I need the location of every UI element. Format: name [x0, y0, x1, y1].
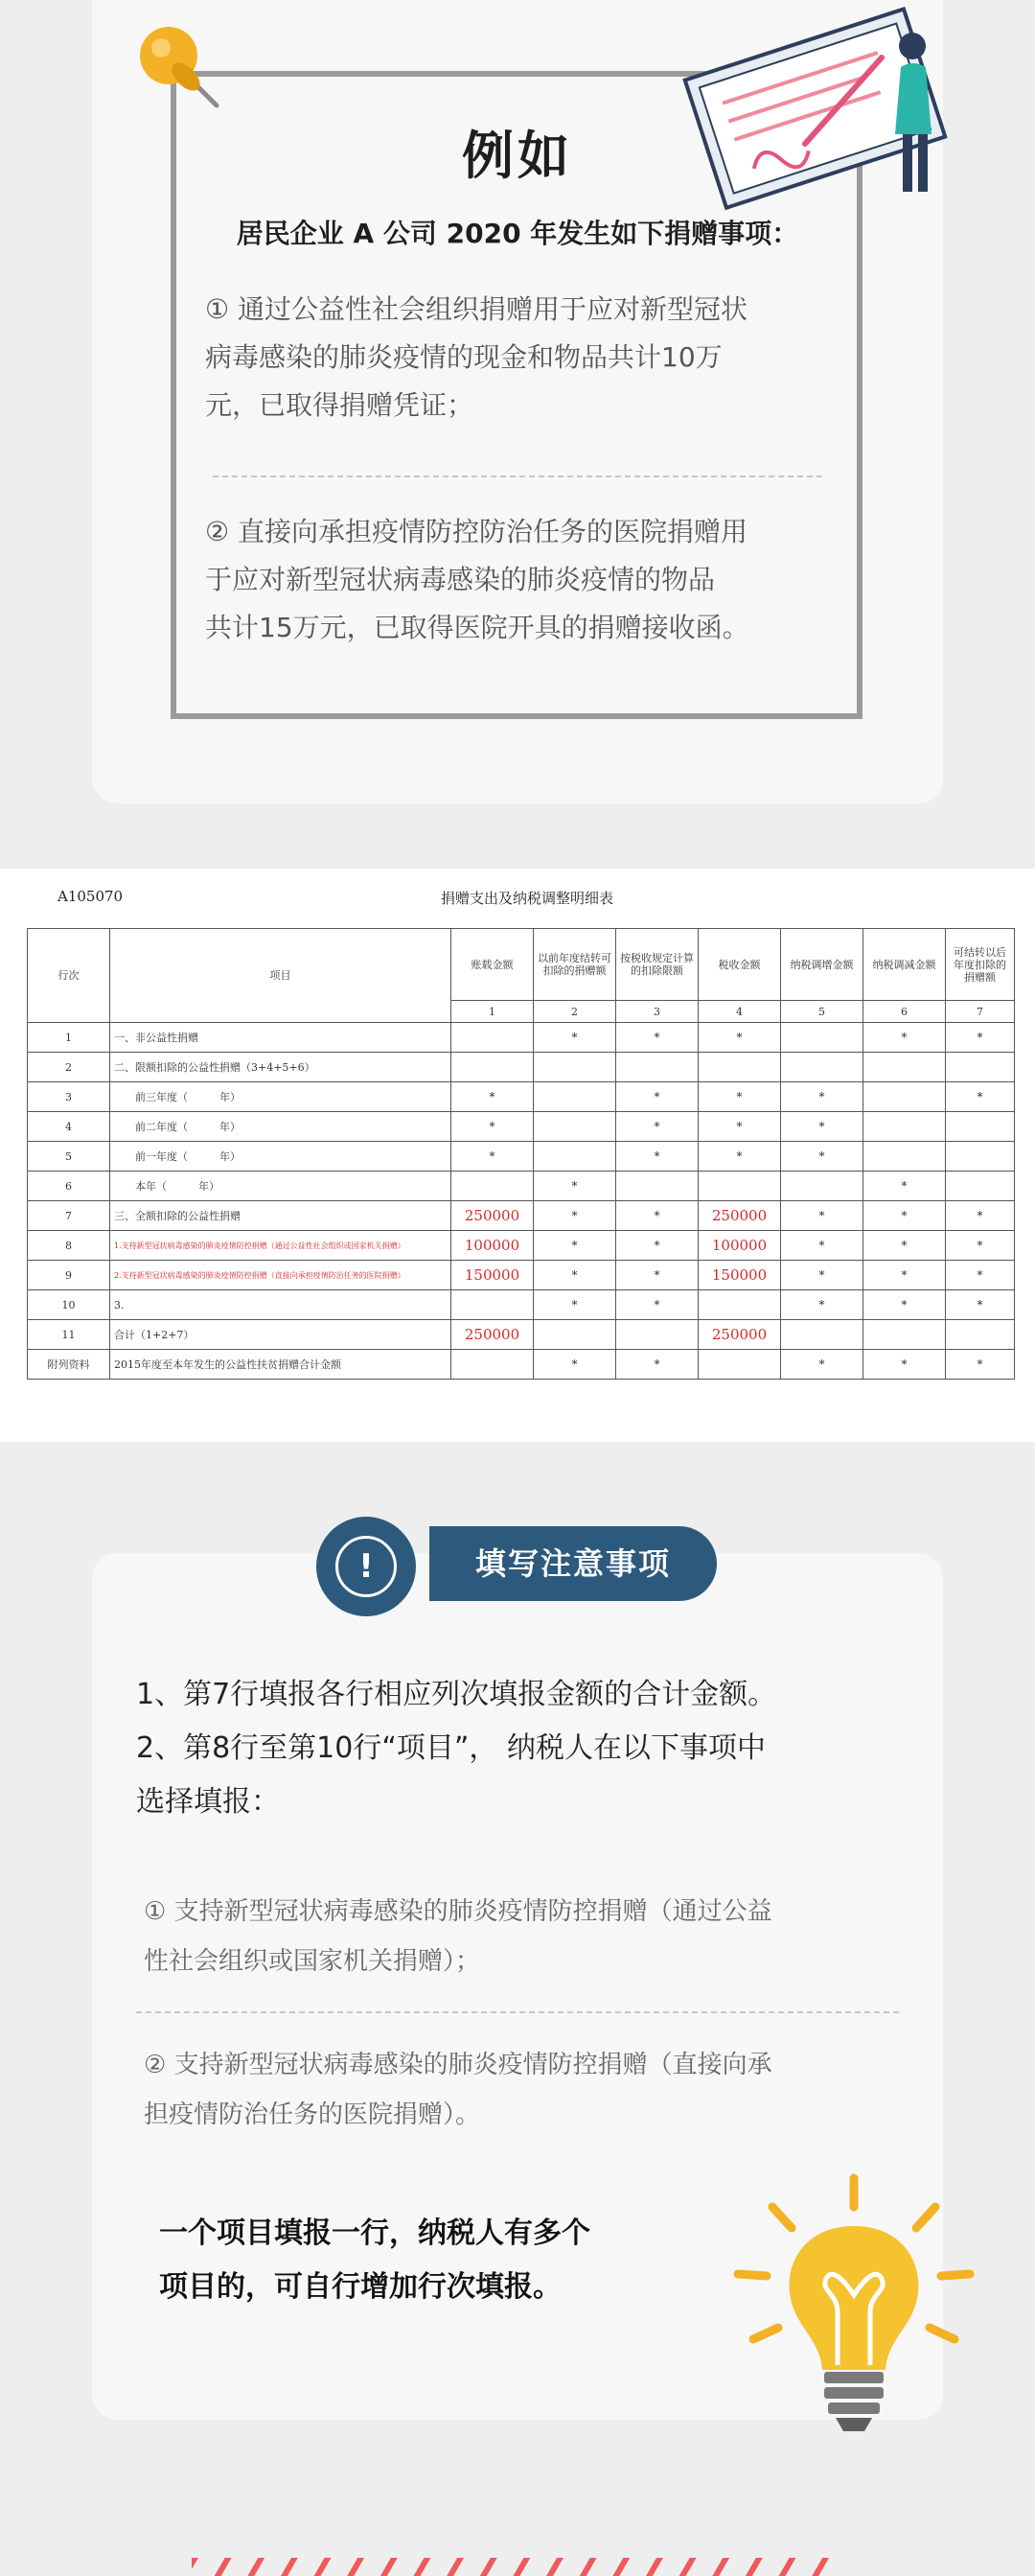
- table-row: 9 2.支持新型冠状病毒感染的肺炎疫情防控捐赠（直接向承担疫情防治任务的医院捐赠） 150000 * * 150000 * * *: [28, 1261, 1015, 1290]
- header-cell: 项目: [110, 929, 451, 1023]
- dashed-divider: [213, 476, 822, 477]
- table-row: 5 前一年度（ 年） * * * *: [28, 1142, 1015, 1172]
- table-header-row: [28, 929, 1015, 1001]
- example-item-2: ② 直接向承担疫情防控防治任务的医院捐赠用 于应对新型冠状病毒感染的肺炎疫情的物品 共计15万元，已取得医院开具的捐赠接收函。: [205, 516, 749, 643]
- header-cell: 账载金额: [451, 929, 534, 1001]
- table-row: 8 1.支持新型冠状病毒感染的肺炎疫情防控捐赠（通过公益性社会组织或国家机关捐赠） 100000 * * 100000 * * *: [28, 1231, 1015, 1261]
- form-code: A105070: [58, 888, 124, 905]
- table-row: 4 前二年度（ 年） * * * *: [28, 1112, 1015, 1142]
- header-cell: 行次: [28, 929, 110, 1023]
- example-intro: 居民企业 A 公司 2020 年发生如下捐赠事项：: [236, 218, 799, 249]
- example-item-1: ① 通过公益性社会组织捐赠用于应对新型冠状 病毒感染的肺炎疫情的现金和物品共计10万 元，已取得捐赠凭证；: [205, 293, 748, 421]
- option-1: ① 支持新型冠状病毒感染的肺炎疫情防控捐赠（通过公益 性社会组织或国家机关捐赠）；: [144, 1897, 772, 1976]
- table-row: 3 前三年度（ 年） * * * * *: [28, 1082, 1015, 1112]
- decorative-stripe: [192, 2558, 843, 2576]
- form-section: [0, 869, 1035, 1442]
- dashed-divider: [136, 2011, 899, 2013]
- header-cell: 以前年度结转可扣除的捐赠额: [534, 929, 616, 1001]
- table-row: 7 三、全额扣除的公益性捐赠 250000 * * 250000 * * *: [28, 1201, 1015, 1231]
- header-cell: 按税收规定计算的扣除限额: [616, 929, 699, 1001]
- table-row: 1 一、非公益性捐赠 * * * * *: [28, 1023, 1015, 1053]
- header-cell: 纳税调增金额: [781, 929, 863, 1001]
- rule-1: 1、第7行填报各行相应列次填报金额的合计金额。: [136, 1678, 777, 1711]
- notes-badge: [316, 1517, 416, 1616]
- table-row: 附列资料 2015年度至本年发生的公益性扶贫捐赠合计金额 * * * * *: [28, 1350, 1015, 1380]
- header-cell: 纳税调减金额: [863, 929, 946, 1001]
- header-cell: 税收金额: [699, 929, 781, 1001]
- table-row: 6 本年（ 年） * *: [28, 1172, 1015, 1201]
- form-title: 捐赠支出及纳税调整明细表: [440, 890, 613, 907]
- tip-text: 一个项目填报一行，纳税人有多个 项目的，可自行增加行次填报。: [159, 2216, 590, 2304]
- table-row: 10 3. * * * * *: [28, 1290, 1015, 1320]
- light-bulb-icon: [724, 2169, 983, 2437]
- exclamation-icon: !: [335, 1536, 397, 1597]
- column-number-row: 1 2 3 4 5 6 7: [28, 1001, 1015, 1023]
- table-row: 11 合计（1+2+7） 250000 250000: [28, 1320, 1015, 1350]
- example-title: 例如: [462, 126, 573, 186]
- option-2: ② 支持新型冠状病毒感染的肺炎疫情防控捐赠（直接向承 担疫情防治任务的医院捐赠）。: [144, 2051, 772, 2129]
- table-row: 2 二、限额扣除的公益性捐赠（3+4+5+6）: [28, 1053, 1015, 1082]
- header-cell: 可结转以后年度扣除的捐赠额: [946, 929, 1015, 1001]
- donation-form-table: [27, 928, 1015, 1380]
- push-pin-icon: [123, 15, 238, 130]
- notes-title: 填写注意事项: [429, 1526, 717, 1601]
- rule-2: 2、第8行至第10行“项目”， 纳税人在以下事项中 选择填报：: [136, 1731, 766, 1819]
